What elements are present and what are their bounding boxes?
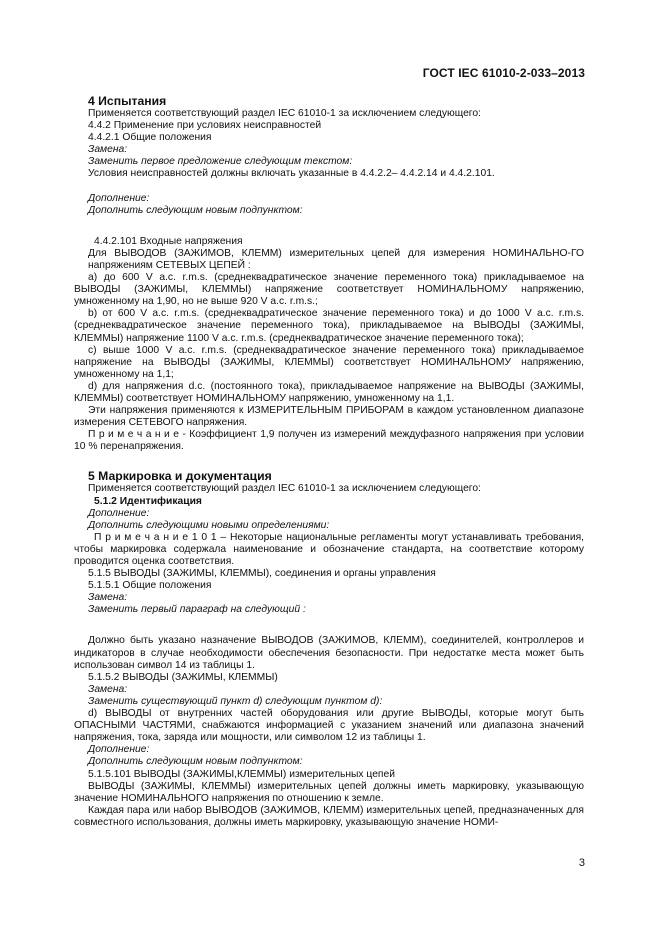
pair-paragraph: Каждая пара или набор ВЫВОДОВ (ЗАЖИМОВ, КЛЕММ) измерительных цепей, предназначенных для совместного использования, должны иметь маркировку, указывающую значение НОМИ-: [74, 804, 584, 828]
item-a: a) до 600 V a.c. r.m.s. (среднеквадратическое значение переменного тока) прикладываемое на ВЫВОДЫ (ЗАЖИМЫ, КЛЕММЫ) напряжение соответствует НОМИНАЛЬНОМУ напряжению, умноженному на 1,90, но не выше 920 V a.c. r.m.s.;: [74, 272, 584, 308]
clause-4-4-2: 4.4.2 Применение при условиях неисправностей: [88, 120, 322, 132]
addition-instruction: Дополнить следующим новым подпунктом:: [88, 204, 303, 216]
note-101: [74, 532, 584, 568]
replace-label: Замена:: [88, 144, 128, 156]
clause-5-1-5-1: 5.1.5.1 Общие положения: [88, 580, 212, 592]
item-d-hazardous: d) ВЫВОДЫ от внутренних частей оборудования или другие ВЫВОДЫ, которые могут быть ОПАСНЫМИ ЧАСТЯМИ, снабжаются информацией с указанием значений или диапазона значений напряжения, тока, заряда или мощности, или символом 12 из таблицы 1.: [74, 708, 584, 744]
note-1-9: [74, 429, 584, 453]
replace-label-3: Замена:: [88, 683, 128, 695]
replace-label-2: Замена:: [88, 592, 128, 604]
item-c: c) выше 1000 V a.c. r.m.s. (среднеквадратическое значение переменного тока) прикладываемое напряжение на ВЫВОДЫ (ЗАЖИМЫ, КЛЕММЫ) соответствует НОМИНАЛЬНОМУ напряжению, умноженному на 1,1;: [74, 344, 584, 380]
note-text: Коэффициент 1,9 получен из измерений междуфазного напряжения при условии 10 % перенапряжения.: [74, 429, 584, 453]
note-101-label: П р и м е ч а н и е 1 0 1: [94, 531, 217, 543]
replace-instruction: Заменить первое предложение следующим текстом:: [88, 156, 353, 168]
purpose-paragraph: Должно быть указано назначение ВЫВОДОВ (ЗАЖИМОВ, КЛЕММ), соединителей, контроллеров и индикаторов в случае необходимости обеспечения безопасности. При недостатке места может быть использован символ 14 из таблицы 1.: [74, 635, 584, 671]
section-5-intro: Применяется соответствующий раздел IEC 61010-1 за исключением следующего:: [88, 483, 481, 495]
note-101-text: – Некоторые национальные регламенты могут устанавливать требования, чтобы маркировка содержала наименование и обозначение стандарта, на соответствие которому проводится оценка соответствия.: [74, 531, 585, 567]
section-4-intro: Применяется соответствующий раздел IEC 61010-1 за исключением следующего:: [88, 108, 481, 119]
item-b: b) от 600 V a.c. r.m.s. (среднеквадратическое значение переменного тока) и до 1000 V a.c. r.m.s.(среднеквадратическое значение переменного тока), прикладываемое на ВЫВОДЫ (ЗАЖИМЫ, КЛЕММЫ) напряжение 1100 V a.c. r.m.s. (среднеквадратическое значение переменного тока);: [74, 308, 584, 344]
section-4-title: 4 Испытания: [88, 94, 167, 108]
addition-label: Дополнение:: [88, 192, 150, 204]
replace-first-paragraph: Заменить первый параграф на следующий :: [88, 604, 306, 616]
page-number: 3: [578, 857, 585, 869]
item-d: d) для напряжения d.c. (постоянного тока), прикладываемое напряжение на ВЫВОДЫ (ЗАЖИМЫ, КЛЕММЫ) соответствует НОМИНАЛЬНОМУ напряжению, умноженному на 1,1.: [74, 380, 584, 404]
page-content: [74, 94, 584, 829]
addition-definitions: Дополнить следующими новыми определениями:: [88, 519, 330, 531]
fault-conditions-text: Условия неисправностей должны включать указанные в 4.4.2.2– 4.4.2.14 и 4.4.2.101.: [88, 168, 495, 180]
paragraph-input-voltages: Для ВЫВОДОВ (ЗАЖИМОВ, КЛЕММ) измерительных цепей для измерения НОМИНАЛЬНО-ГО напряжениям СЕТЕВЫХ ЦЕПЕЙ :: [88, 247, 584, 271]
clause-4-4-2-1: 4.4.2.1 Общие положения: [88, 132, 212, 144]
voltages-applied-paragraph: Эти напряжения применяются к ИЗМЕРИТЕЛЬНЫМ ПРИБОРАМ в каждом установленном диапазоне измерения СЕТЕВОГО напряжения.: [74, 405, 584, 429]
addition-label-2: Дополнение:: [88, 507, 150, 519]
replace-item-d: Заменить существующий пункт d) следующим пунктом d):: [88, 695, 383, 707]
clause-5-1-5-101: 5.1.5.101 ВЫВОДЫ (ЗАЖИМЫ,КЛЕММЫ) измерительных цепей: [88, 768, 395, 780]
clause-4-4-2-101: 4.4.2.101 Входные напряжения: [94, 235, 243, 247]
marking-paragraph: ВЫВОДЫ (ЗАЖИМЫ, КЛЕММЫ) измерительных цепей должны иметь маркировку, указывающую значение НОМИНАЛЬНОГО напряжения по отношению к земле.: [74, 780, 584, 804]
addition-subclause: Дополнить следующим новым подпунктом:: [88, 756, 303, 768]
clause-5-1-5: 5.1.5 ВЫВОДЫ (ЗАЖИМЫ, КЛЕММЫ), соединения и органы управления: [88, 568, 436, 580]
standard-header: ГОСТ IEC 61010-2-033–2013: [422, 66, 585, 80]
addition-label-3: Дополнение:: [88, 744, 150, 756]
note-label: П р и м е ч а н и е -: [88, 429, 186, 441]
clause-5-1-5-2: 5.1.5.2 ВЫВОДЫ (ЗАЖИМЫ, КЛЕММЫ): [88, 671, 278, 683]
clause-5-1-2: 5.1.2 Идентификация: [94, 495, 202, 507]
section-5-title: 5 Маркировка и документация: [88, 469, 272, 484]
